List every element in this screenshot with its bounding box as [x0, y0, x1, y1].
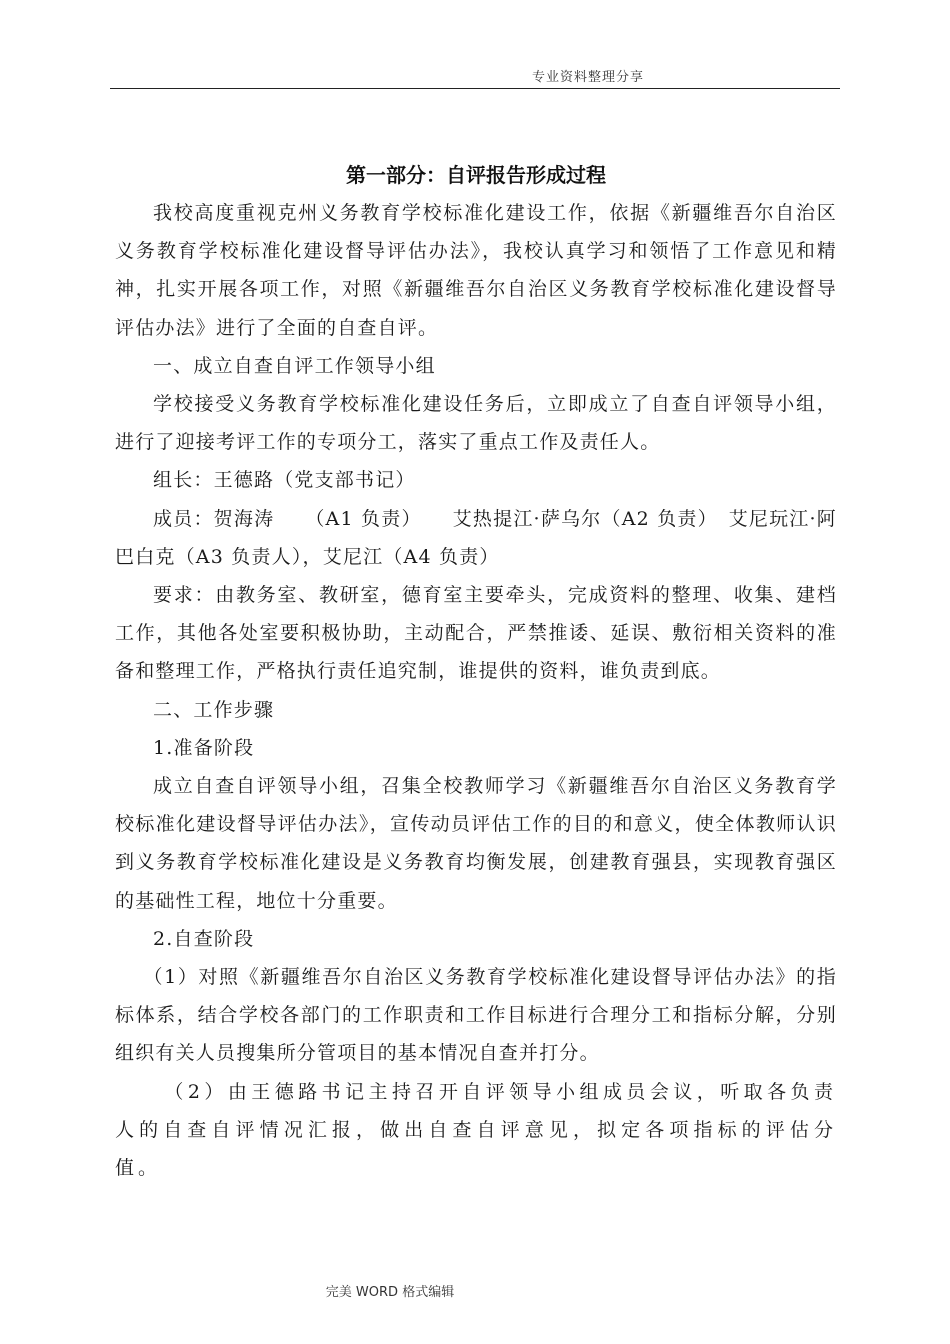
paragraph-requirements: 要求：由教务室、教研室，德育室主要牵头，完成资料的整理、收集、建档工作，其他各处室要积极协助，主动配合，严禁推诿、延误、敷衍相关资料的准备和整理工作，严格执行责任追究制，谁提供的资料，谁负责到底。	[115, 584, 837, 683]
heading-leadership-group: 一、成立自查自评工作领导小组	[153, 354, 436, 377]
paragraph-self-check-2: （2）由王德路书记主持召开自评领导小组成员会议，听取各负责人的自查自评情况汇报，做出自查自评意见，拟定各项指标的评估分值。	[115, 1080, 837, 1180]
paragraph-preparation: 成立自查自评领导小组，召集全校教师学习《新疆维吾尔自治区义务教育学校标准化建设督导评估办法》，宣传动员评估工作的目的和意义，使全体教师认识到义务教育学校标准化建设是义务教育均衡发展，创建教育强县，实现教育强区的基础性工程，地位十分重要。	[115, 775, 837, 912]
paragraph-intro: 我校高度重视克州义务教育学校标准化建设工作，依据《新疆维吾尔自治区义务教育学校标准化建设督导评估办法》，我校认真学习和领悟了工作意见和精神，扎实开展各项工作，对照《新疆维吾尔自治区义务教育学校标准化建设督导评估办法》进行了全面的自查自评。	[115, 202, 837, 339]
heading-preparation-stage: 1.准备阶段	[153, 736, 255, 759]
paragraph-group-leader: 组长：王德路（党支部书记）	[153, 469, 416, 492]
header-divider	[110, 88, 840, 89]
heading-self-check-stage: 2.自查阶段	[153, 927, 255, 950]
section-title: 第一部分：自评报告形成过程	[346, 163, 606, 187]
page-header-text: 专业资料整理分享	[531, 70, 644, 85]
paragraph-self-check-1: （1）对照《新疆维吾尔自治区义务教育学校标准化建设督导评估办法》的指标体系，结合学校各部门的工作职责和工作目标进行合理分工和指标分解，分别组织有关人员搜集所分管项目的基本情况自查并打分。	[115, 966, 837, 1065]
heading-work-steps: 二、工作步骤	[153, 698, 275, 721]
paragraph-group-members: 成员：贺海涛 （A1 负责） 艾热提江·萨乌尔（A2 负责） 艾尼玩江·阿巴白克（A3 负责人），艾尼江（A4 负责）	[115, 507, 837, 568]
paragraph-group-setup: 学校接受义务教育学校标准化建设任务后，立即成立了自查自评领导小组，进行了迎接考评工作的专项分工，落实了重点工作及责任人。	[115, 393, 837, 454]
document-body	[115, 156, 837, 1187]
page-footer-text: 完美 WORD 格式编辑	[325, 1285, 455, 1300]
